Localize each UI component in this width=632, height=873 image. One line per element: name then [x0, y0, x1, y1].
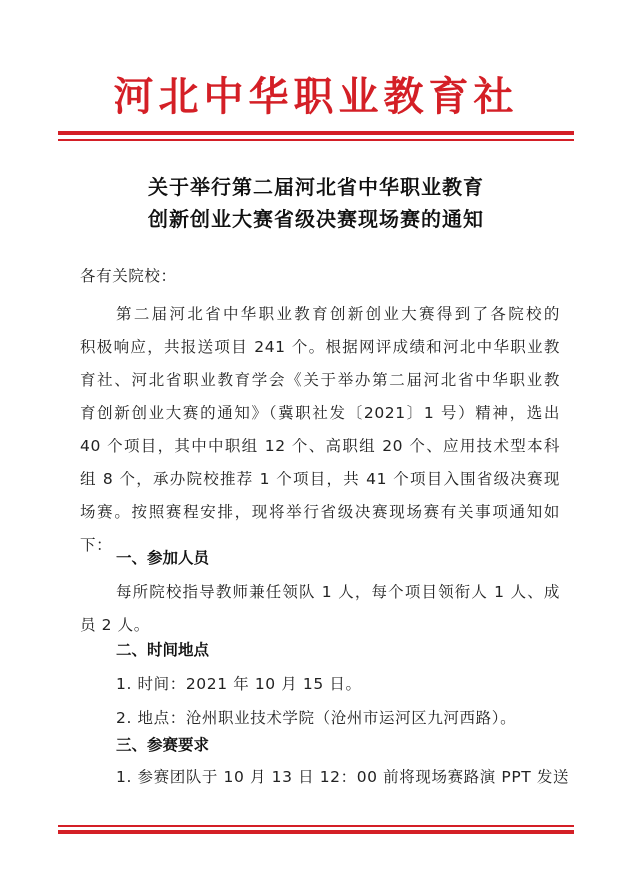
section-heading-time-place: 二、时间地点: [116, 641, 210, 659]
section-heading-participants: 一、参加人员: [116, 549, 210, 567]
masthead-rule-thick: [58, 131, 574, 135]
salutation: 各有关院校：: [80, 267, 177, 285]
masthead-rule-thin: [58, 139, 574, 141]
section-heading-requirements: 三、参赛要求: [116, 736, 210, 754]
intro-line: 组 8 个，承办院校推荐 1 个项目，共 41 个项目入围省级决赛现: [80, 470, 560, 488]
footer-rule-thick: [58, 830, 574, 834]
intro-line: 育创新创业大赛的通知》（冀职社发〔2021〕1 号）精神，选出: [80, 404, 560, 422]
section-line: 员 2 人。: [80, 616, 150, 634]
document-title-line-1: 关于举行第二届河北省中华职业教育: [148, 175, 484, 199]
document-title-line-2: 创新创业大赛省级决赛现场赛的通知: [148, 207, 484, 231]
intro-line: 40 个项目，其中中职组 12 个、高职组 20 个、应用技术型本科: [80, 437, 560, 455]
section-line: 2. 地点：沧州职业技术学院（沧州市运河区九河西路）。: [116, 709, 517, 727]
intro-line: 育社、河北省职业教育学会《关于举办第二届河北省中华职业教: [80, 371, 560, 389]
footer-rule-thin: [58, 825, 574, 827]
intro-line: 下：: [80, 536, 113, 554]
intro-line: 场赛。按照赛程安排，现将举行省级决赛现场赛有关事项通知如: [80, 503, 560, 521]
section-line: 每所院校指导教师兼任领队 1 人，每个项目领衔人 1 人、成: [116, 583, 560, 601]
masthead-org-name: 河北中华职业教育社: [113, 73, 519, 120]
section-line: 1. 参赛团队于 10 月 13 日 12：00 前将现场赛路演 PPT 发送: [116, 768, 570, 786]
intro-line: 积极响应，共报送项目 241 个。根据网评成绩和河北中华职业教: [80, 338, 560, 356]
section-line: 1. 时间：2021 年 10 月 15 日。: [116, 675, 362, 693]
intro-line: 第二届河北省中华职业教育创新创业大赛得到了各院校的: [116, 305, 560, 323]
